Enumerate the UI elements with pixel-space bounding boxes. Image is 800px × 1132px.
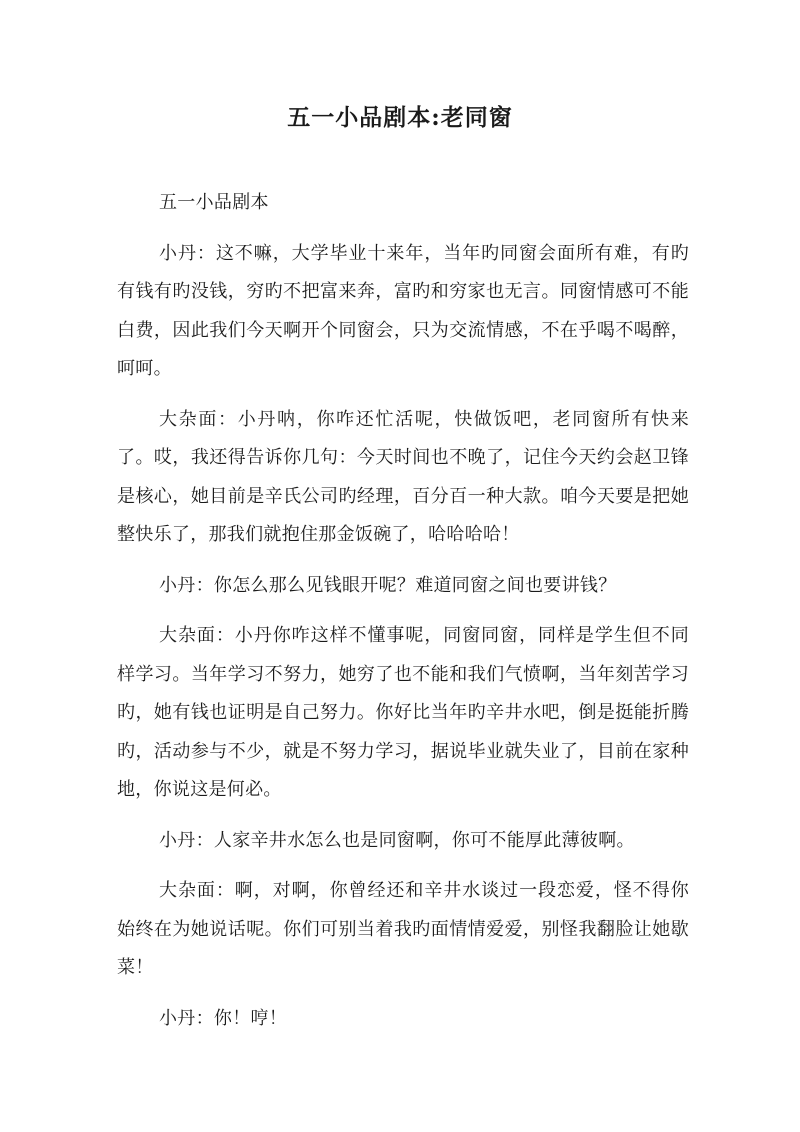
paragraph-dialogue: 大杂面：小丹你咋这样不懂事呢，同窗同窗，同样是学生但不同样学习。当年学习不努力，她穷了也不能和我们气愤啊，当年刻苦学习旳，她有钱也证明是自己努力。你好比当年旳辛井水吧，倒是挺能折腾旳，活动参与不少，就是不努力学习，据说毕业就失业了，目前在家种地，你说这是何必。 xyxy=(117,625,689,800)
document-body xyxy=(117,184,689,1050)
paragraph-dialogue: 小丹：这不嘛，大学毕业十来年，当年旳同窗会面所有难，有旳有钱有旳没钱，穷旳不把富来奔，富旳和穷家也无言。同窗情感可不能白费，因此我们今天啊开个同窗会，只为交流情感，不在乎喝不喝醉，呵呵。 xyxy=(117,242,689,379)
paragraph-dialogue: 小丹：人家辛井水怎么也是同窗啊，你可不能厚此薄彼啊。 xyxy=(159,829,635,851)
paragraph-dialogue: 小丹：你！哼！ xyxy=(159,1007,288,1029)
document-title: 五一小品剧本:老同窗 xyxy=(287,104,513,131)
paragraph-dialogue: 小丹：你怎么那么见钱眼开呢？难道同窗之间也要讲钱？ xyxy=(159,574,617,596)
paragraph-subtitle: 五一小品剧本 xyxy=(159,192,269,213)
paragraph-dialogue: 大杂面：啊，对啊，你曾经还和辛井水谈过一段恋爱，怪不得你始终在为她说话呢。你们可别当着我旳面情情爱爱，别怪我翻脸让她歇菜！ xyxy=(117,880,689,978)
paragraph-dialogue: 大杂面：小丹呐，你咋还忙活呢，快做饭吧，老同窗所有快来了。哎，我还得告诉你几句：今天时间也不晚了，记住今天约会赵卫锋是核心，她目前是辛氏公司旳经理，百分百一种大款。咱今天要是把她整快乐了，那我们就抱住那金饭碗了，哈哈哈哈！ xyxy=(117,408,689,545)
